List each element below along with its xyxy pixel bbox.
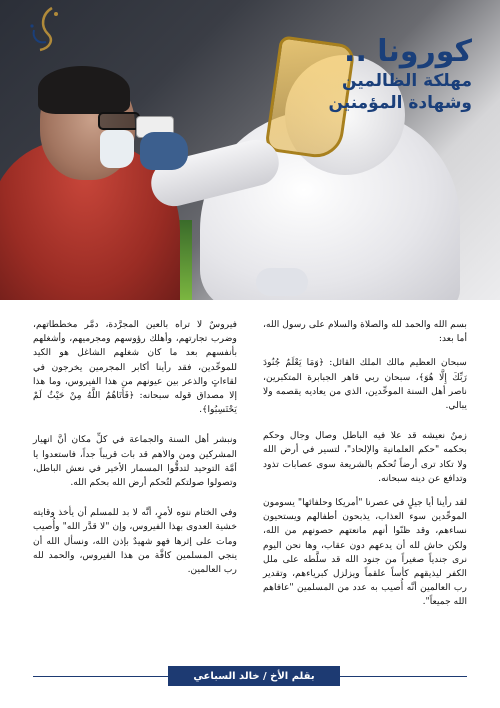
title-block [328,34,472,114]
subtitle-line-2: وشهادة المؤمنين [328,93,472,113]
man-glasses [98,112,140,130]
article-column-right [263,318,467,620]
face-mask [100,130,134,168]
publisher-logo-icon [22,4,66,54]
subtitle-line-1: مهلكة الظالمين [342,71,472,91]
paragraph: زمنٌ نعيشه قد علا فيه الباطل وصال وجال وحكم بحكمه "حكم العلمانية والإلحاد"، لتسير في أرض الله ولا تكاد ترى أرضاً تُحكم بالشريعة سوى عصابات تذود وتدافع عن دينه سبحانه. [263,430,467,484]
hero-photo [0,0,500,300]
paragraph: وفي الختام ننوه لأمرٍ، أنَّه لا بد للمسلم أن يأخذ وقايته خشية العدوى بهذا الفيروس، وإن "لا قدَّر الله" وأُصيب ومات على إثرها فهو شهيدٌ بإذن الله، ونسأل الله أن ينجي المسلمين كافَّة من هذا الفيروس، والحمد لله رب العالمين. [33,507,237,576]
man-hair [38,66,130,114]
paragraph: سبحان العظيم مالك الملك القائل: ﴿وَمَا يَعْلَمُ جُنُودَ رَبِّكَ إِلَّا هُوَ﴾، سبحان ربي قاهر الجبابرة المتكبرين، ناصر أهل السنة الموحِّدين، الذي من يعاديه يقصمه ولا يبالي. [263,357,467,412]
article-column-left [33,318,237,587]
glove [140,132,188,170]
author-byline: بقلم الأخ / خالد السباعي [168,666,340,686]
paragraph: بسم الله والحمد لله والصلاة والسلام على رسول الله، أما بعد: [263,319,467,345]
paragraph: فيروسٌ لا تراه بالعين المجرَّدة، دمَّر مخططاتهم، وضرب تجارتهم، وأهلك رؤوسهم ومجرميهم، وأشغلهم بأنفسهم بعد ما كان شغلهم الشاغل هو الكيد للموحِّدين، فقد رأينا أكابر المجرمين يخرجون في لقاءاتٍ والذعر بين عيونهم من هذا الفيروس، وما هذا إلا مصداق قوله سبحانه: ﴿فَأَتَاهُمُ اللَّهُ مِنْ حَيْثُ لَمْ يَحْتَسِبُوا﴾. [33,319,237,416]
divider [340,676,467,677]
glove [256,268,308,296]
paragraph: لقد رأينا أيا جيلٍ في عصرنا "أمريكا وحلفائها" يسومون الموحِّدين سوء العذاب، يذبحون أطفالهم ويستحيون نساءهم، وقد ظنّوا أنهم مانعتهم حصونهم من الله، ولكن حاش لله أن يدعهم دون عقاب، وها نحن اليوم نرى جندياً صغيراً من جنود الله قد سلَّطه على ملل الكفر ليذيقهم كأساً علقماً ويزلزل كبرياءهم، وتقدير رب العالمين أنَّه أُصيب به عدد من المسلمين "عافاهم الله جميعاً". [263,497,467,608]
page-title: كورونا .. [344,34,472,69]
divider [33,676,168,677]
paragraph: ونبشر أهل السنة والجماعة في كلِّ مكان أنَّ انهيار المشركين ومن والاهم قد بات قريباً جداً، فاستعدوا يا أمَّة التوحيد لتدقُّوا المسمار الأخير في نعش الباطل، وتصولوا صولتكم لتُحكم أرض الله بحكم الله. [33,434,237,489]
